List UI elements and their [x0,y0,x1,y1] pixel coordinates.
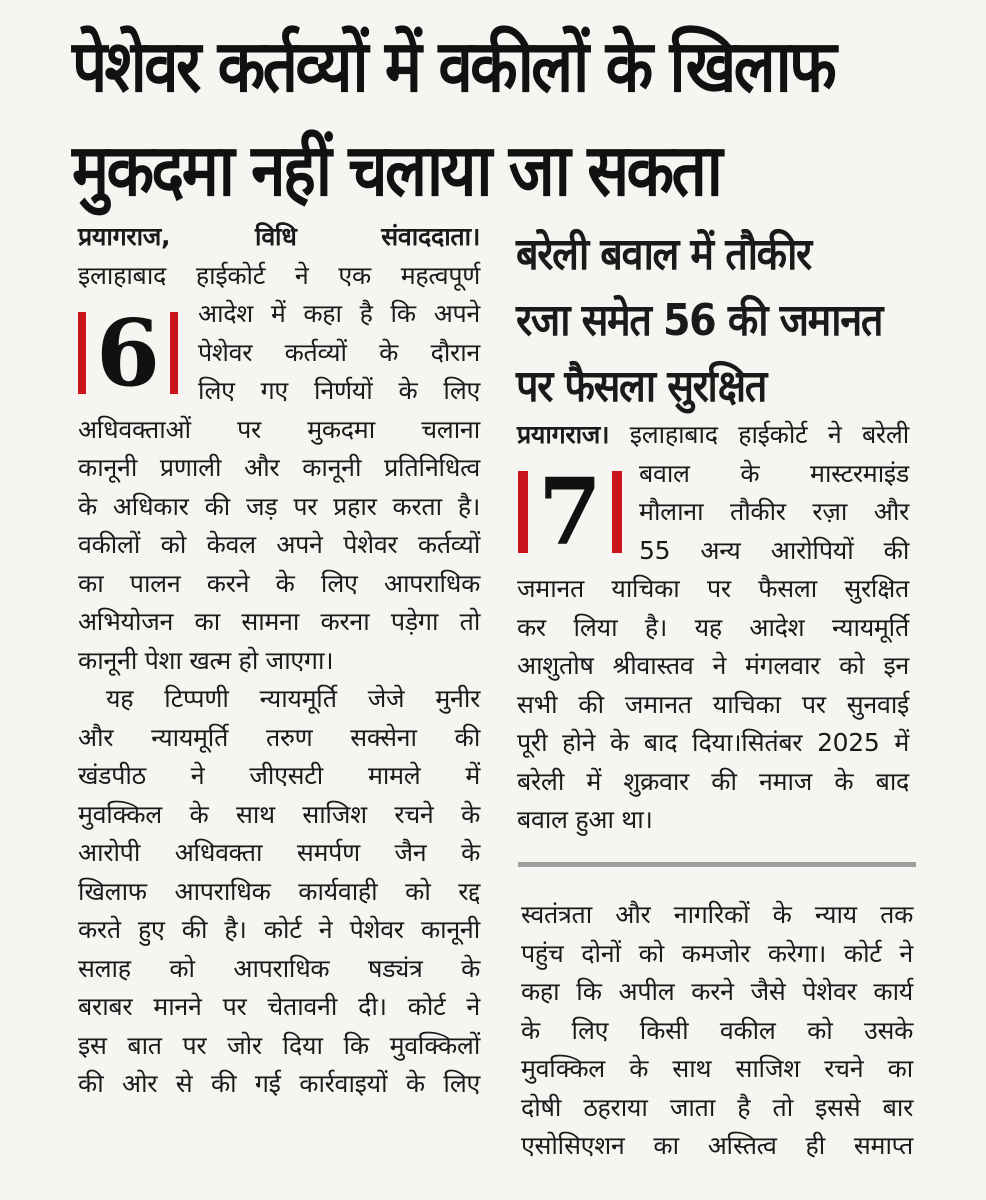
story-1-line: आदेश में कहा है कि अपने [198,299,480,328]
main-headline-line-1: पेशेवर कर्तव्यों में वकीलों के खिलाफ [72,24,835,108]
story-2-headline-line: पर फैसला सुरक्षित [516,361,767,412]
story-2-first-line [517,416,909,455]
story-2-line: जमानत याचिका पर फैसला सुरक्षित [517,574,909,603]
story-2-line: बवाल के मास्टरमाइंड [639,458,909,488]
story-1-dateline: प्रयागराज, विधि संवाददाता। [78,222,480,251]
story-2-line: आशुतोष श्रीवास्तव ने मंगलवार को इन [517,651,909,680]
story-1-line: खिलाफ आपराधिक कार्यवाही को रद्द [78,876,480,906]
story-1-line: का पालन करने के लिए आपराधिक [78,568,480,598]
story-2-dateline: प्रयागराज। [517,420,610,449]
story-1-line: खंडपीठ ने जीएसटी मामले में [78,761,480,790]
story-2-headline-line: रजा समेत 56 की जमानत [516,295,883,346]
story-2-line: पूरी होने के बाद दिया।सितंबर 2025 में [517,728,909,757]
story-1-line: इस बात पर जोर दिया कि मुवक्किलों [78,1030,480,1060]
story-1-line: वकीलों को केवल अपने पेशेवर कर्तव्यों [78,530,480,559]
main-headline-line-2: मुकदमा नहीं चलाया जा सकता [72,128,721,212]
story-2-headline [516,222,946,420]
story-1-line: बराबर मानने पर चेतावनी दी। कोर्ट ने [78,992,480,1021]
dropcap-bar-left [78,312,86,394]
story-1-line: यह टिप्पणी न्यायमूर्ति जेजे मुनीर [106,684,480,713]
story-1-continued-line: स्वतंत्रता और नागरिकों के न्याय तक [521,900,913,929]
dropcap-number: 6 [95,299,160,407]
story-1-continued-line: के लिए किसी वकील को उसके [521,1015,913,1045]
story-1-line: के अधिकार की जड़ पर प्रहार करता है। [78,491,480,521]
dropcap-number: 7 [537,458,602,566]
story-1-continued-line: कहा कि अपील करने जैसे पेशेवर कार्य [521,977,913,1006]
story-1-line: और न्यायमूर्ति तरुण सक्सेना की [78,722,480,752]
dropcap-bar-right [612,471,622,553]
story-2-line: कर लिया है। यह आदेश न्यायमूर्ति [517,612,909,642]
story-1-continued-column [521,896,913,1166]
story-1-line: अभियोजन का सामना करना पड़ेगा तो [78,607,480,636]
story-1-line: कानूनी पेशा खत्म हो जाएगा। [78,645,334,675]
story-1-line: आरोपी अधिवक्ता समर्पण जैन के [78,838,480,867]
story-1-line: करते हुए की है। कोर्ट ने पेशेवर कानूनी [78,915,480,944]
story-2-line: बरेली में शुक्रवार की नमाज के बाद [517,766,909,796]
story-1-continued-line: मुवक्किल के साथ साजिश रचने का [521,1054,913,1083]
story-2-line: मौलाना तौकीर रज़ा और [639,497,909,526]
main-headline [72,14,972,222]
story-1-line: कानूनी प्रणाली और कानूनी प्रतिनिधित्व [78,453,480,482]
story-2-line: 55 अन्य आरोपियों की [639,535,909,565]
story-1-continued-line: पहुंच दोनों को कमजोर करेगा। कोर्ट ने [521,938,913,968]
story-1-continued-line: दोषी ठहराया जाता है तो इससे बार [521,1092,913,1122]
story-1-line: मुवक्किल के साथ साजिश रचने के [78,799,480,829]
story-1-line: पेशेवर कर्तव्यों के दौरान [198,337,480,367]
dropcap-bar-left [518,471,528,553]
story-1-line: अधिवक्ताओं पर मुकदमा चलाना [78,414,480,444]
dropcap-bar-right [170,312,178,394]
story-2-line: बवाल हुआ था। [517,805,653,834]
story-1-dropcap [78,299,178,407]
story-1-line: की ओर से की गई कार्रवाइयों के लिए [78,1069,480,1098]
story-1-line: इलाहाबाद हाईकोर्ट ने एक महत्वपूर्ण [78,260,480,290]
story-2-headline-line: बरेली बवाल में तौकीर [516,229,811,280]
story-2-first-line-text: इलाहाबाद हाईकोर्ट ने बरेली [629,420,909,449]
story-2-dropcap [515,458,625,566]
story-1-continued-line: एसोसिएशन का अस्तित्व ही समाप्त [521,1131,913,1160]
story-1-line: सलाह को आपराधिक षड्यंत्र के [78,953,480,983]
column-divider [518,862,916,867]
story-2-line: सभी की जमानत याचिका पर सुनवाई [517,689,909,719]
story-1-line: लिए गए निर्णयों के लिए [198,376,480,405]
